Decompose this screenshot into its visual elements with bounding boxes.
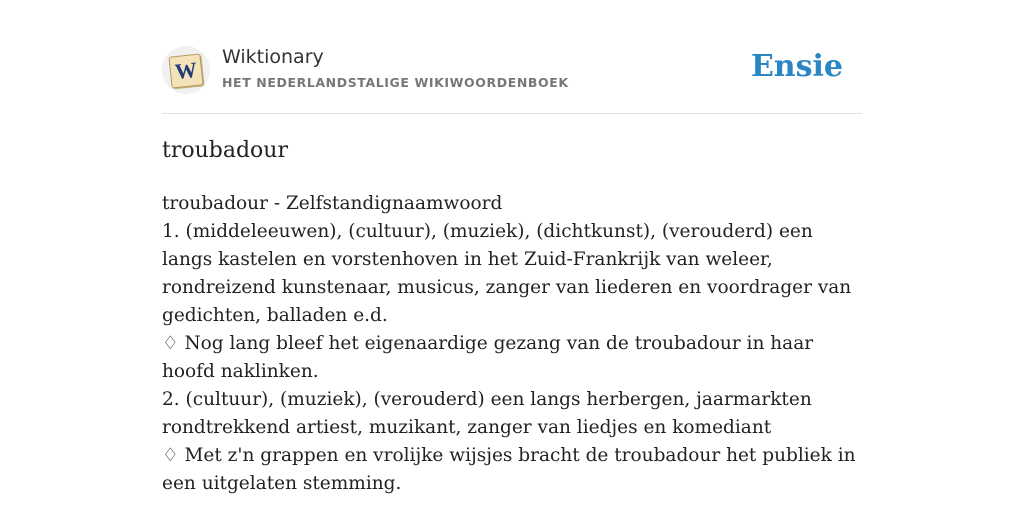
example-2: ♢ Met z'n grappen en vrolijke wijsjes bracht de troubadour het publiek in een uitgelaten stemming. [162, 445, 856, 494]
page-title: troubadour [162, 138, 288, 163]
word-type-line: troubadour - Zelfstandignaamwoord [162, 193, 503, 214]
site-header [162, 44, 862, 114]
header-divider [162, 113, 862, 114]
example-1: ♢ Nog lang bleef het eigenaardige gezang van de troubadour in haar hoofd naklinken. [162, 333, 814, 382]
site-subtitle: HET NEDERLANDSTALIGE WIKIWOORDENBOEK [222, 75, 569, 90]
logo-tile: W [168, 53, 203, 88]
definition-body [162, 190, 862, 498]
definition-1: 1. (middeleeuwen), (cultuur), (muziek), (dichtkunst), (verouderd) een langs kastelen en vorstenhoven in het Zuid-Frankrijk van weleer, rondreizend kunstenaar, musicus, zanger van liederen en voordrager van gedichten, balladen e.d. [162, 221, 852, 326]
wiktionary-logo-icon[interactable] [162, 46, 210, 94]
definition-2: 2. (cultuur), (muziek), (verouderd) een langs herbergen, jaarmarkten rondtrekkend artiest, muzikant, zanger van liedjes en komediant [162, 389, 812, 438]
site-title[interactable]: Wiktionary [222, 46, 324, 68]
ensie-brand-logo[interactable]: Ensie [750, 49, 843, 84]
